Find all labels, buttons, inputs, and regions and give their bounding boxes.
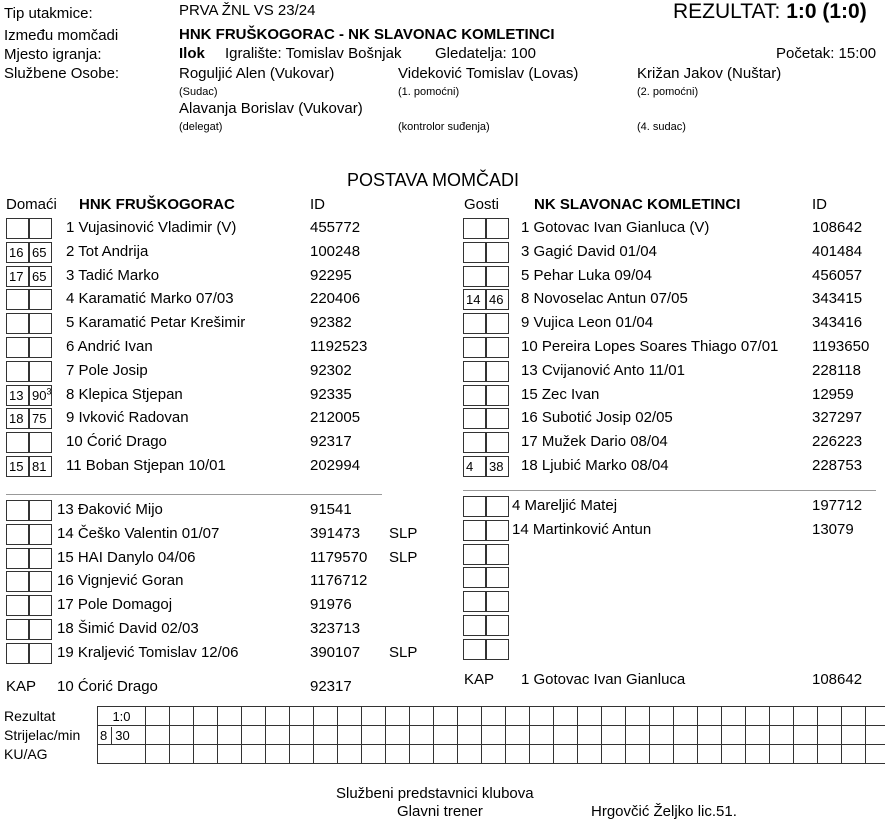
away-starter-player: 15 Zec Ivan <box>521 385 600 403</box>
scorer-cell <box>266 726 290 745</box>
match-type-value: PRVA ŽNL VS 23/24 <box>179 2 316 19</box>
scorer-cell <box>626 726 650 745</box>
score-cell <box>146 707 170 726</box>
home-team-name: HNK FRUŠKOGORAC <box>79 196 235 213</box>
scorer-cell <box>98 726 146 745</box>
home-starter-box2-value: 90 <box>32 387 47 403</box>
official-controller-role: (kontrolor suđenja) <box>398 121 490 133</box>
scorer-number: 8 <box>100 727 108 743</box>
away-starter-id: 456057 <box>812 266 863 284</box>
score-cell <box>602 707 626 726</box>
away-sub-box1 <box>463 591 486 612</box>
away-starter-player: 10 Pereira Lopes Soares Thiago 07/01 <box>521 338 779 355</box>
official-assistant1-role: (1. pomoćni) <box>398 86 460 98</box>
kuag-cell <box>578 745 602 764</box>
away-starter-box1 <box>463 266 486 287</box>
home-starter-player: 6 Andrić Ivan <box>66 338 153 355</box>
score-cell <box>386 707 410 726</box>
home-sub-box2 <box>29 595 52 616</box>
home-starter-id: 100248 <box>310 242 361 260</box>
away-captain-id: 108642 <box>812 671 863 688</box>
home-starter-box1: 18 <box>6 408 29 429</box>
score-cell <box>722 707 746 726</box>
kuag-cell <box>362 745 386 764</box>
match-type-label: Tip utakmice: <box>4 5 93 22</box>
kuag-cell <box>266 745 290 764</box>
score-cell <box>818 707 842 726</box>
home-starter-box2 <box>29 313 52 334</box>
home-starter-player: 5 Karamatić Petar Krešimir <box>66 314 246 332</box>
teams-label: Između momčadi <box>4 27 119 44</box>
scoring-grid <box>97 706 885 764</box>
away-sub-box1 <box>463 544 486 565</box>
kuag-cell <box>482 745 506 764</box>
home-label: Domaći <box>6 196 57 213</box>
official-fourth-role: (4. sudac) <box>637 121 686 133</box>
official-assistant1-name: Videković Tomislav (Lovas) <box>398 65 579 82</box>
kuag-cell <box>770 745 794 764</box>
home-captain-label: KAP <box>6 678 37 695</box>
head-coach-name: Hrgovčić Željko lic.51. <box>591 803 737 820</box>
away-starter-id: 228118 <box>812 361 861 379</box>
score-cell <box>266 707 290 726</box>
kickoff-time: Početak: 15:00 <box>776 45 877 62</box>
home-sub-note: SLP <box>389 548 418 566</box>
result-label: REZULTAT: <box>673 0 781 23</box>
official-referee-name: Roguljić Alen (Vukovar) <box>179 65 335 82</box>
home-sub-id: 323713 <box>310 620 361 637</box>
kuag-cell <box>602 745 626 764</box>
score-cell <box>314 707 338 726</box>
home-starter-box2-value: 65 <box>32 268 47 284</box>
home-sub-id: 1179570 <box>310 548 368 566</box>
home-starter-id: 202994 <box>310 457 361 474</box>
away-starter-player: 16 Subotić Josip 02/05 <box>521 409 673 427</box>
home-starter-box1: 16 <box>6 242 29 263</box>
away-sub-box2 <box>486 639 509 660</box>
scorer-cell <box>410 726 434 745</box>
away-captain-player: 1 Gotovac Ivan Gianluca <box>521 671 686 688</box>
scorer-cell <box>338 726 362 745</box>
home-starter-box1 <box>6 432 29 453</box>
score-cell <box>578 707 602 726</box>
home-subs-divider <box>6 494 382 495</box>
away-starter-box2 <box>486 432 509 453</box>
away-starter-player: 18 Ljubić Marko 08/04 <box>521 457 669 474</box>
home-sub-player: 17 Pole Domagoj <box>57 596 173 614</box>
match-teams: HNK FRUŠKOGORAC - NK SLAVONAC KOMLETINCI <box>179 26 555 43</box>
home-starter-player: 3 Tadić Marko <box>66 266 160 284</box>
home-starter-box1 <box>6 361 29 382</box>
away-starter-id: 343416 <box>812 314 863 332</box>
score-cell <box>242 707 266 726</box>
scorer-divider <box>111 727 112 744</box>
home-starter-box2-value: 65 <box>32 244 47 260</box>
stadium: Igralište: Tomislav Bošnjak <box>225 45 402 62</box>
score-cell <box>530 707 554 726</box>
away-starter-box2 <box>486 218 509 239</box>
home-captain-player: 10 Ćorić Drago <box>57 678 158 695</box>
score-cell: 1:0 <box>98 707 146 726</box>
scorer-cell <box>242 726 266 745</box>
official-assistant2-role: (2. pomoćni) <box>637 86 699 98</box>
home-sub-id: 91541 <box>310 501 352 518</box>
scorer-cell <box>674 726 698 745</box>
score-row <box>98 707 885 726</box>
home-sub-box1 <box>6 500 29 521</box>
home-starter-id: 1192523 <box>310 338 368 355</box>
scorer-row <box>98 726 885 745</box>
score-cell <box>506 707 530 726</box>
kuag-cell <box>218 745 242 764</box>
scorer-cell <box>218 726 242 745</box>
home-id-header: ID <box>310 196 325 213</box>
officials-label: Službene Osobe: <box>4 65 120 82</box>
away-id-header: ID <box>812 196 827 213</box>
home-starter-player: 1 Vujasinović Vladimir (V) <box>66 219 237 236</box>
scorer-cell <box>506 726 530 745</box>
away-starter-player: 13 Cvijanović Anto 11/01 <box>521 361 685 379</box>
home-starter-box1: 13 <box>6 385 29 406</box>
away-starter-box2 <box>486 337 509 358</box>
score-cell <box>194 707 218 726</box>
scorer-cell <box>530 726 554 745</box>
home-sub-box1 <box>6 548 29 569</box>
scorer-cell <box>650 726 674 745</box>
away-starter-box1 <box>463 361 486 382</box>
away-sub-box2 <box>486 615 509 636</box>
away-sub-box2 <box>486 591 509 612</box>
score-cell <box>746 707 770 726</box>
home-starter-box2 <box>29 266 52 287</box>
away-sub-id: 13079 <box>812 520 854 538</box>
home-sub-box1 <box>6 643 29 664</box>
away-sub-box1 <box>463 567 486 588</box>
away-starter-id: 343415 <box>812 290 863 308</box>
home-starter-id: 92302 <box>310 361 352 379</box>
official-delegate-role: (delegat) <box>179 121 223 133</box>
scorer-cell <box>554 726 578 745</box>
home-sub-note: SLP <box>389 643 418 661</box>
away-starter-player: 5 Pehar Luka 09/04 <box>521 266 652 284</box>
score-cell <box>290 707 314 726</box>
home-starter-box2 <box>29 361 52 382</box>
kuag-cell <box>866 745 885 764</box>
kuag-cell <box>410 745 434 764</box>
score-cell <box>458 707 482 726</box>
kuag-cell <box>146 745 170 764</box>
away-starter-id: 226223 <box>812 433 863 451</box>
away-starter-box1 <box>463 218 486 239</box>
away-starter-box1 <box>463 242 486 263</box>
away-starter-player: 1 Gotovac Ivan Gianluca (V) <box>521 219 710 236</box>
kuag-cell <box>530 745 554 764</box>
home-starter-box1 <box>6 313 29 334</box>
away-sub-player: 4 Marelјić Matej <box>512 497 618 514</box>
home-starter-player: 10 Ćorić Drago <box>66 433 167 451</box>
kuag-row <box>98 745 885 764</box>
score-row-label: Rezultat <box>4 708 56 724</box>
away-sub-player: 14 Martinković Antun <box>512 520 652 538</box>
away-starter-box1 <box>463 385 486 406</box>
kuag-row-label: KU/AG <box>4 746 48 762</box>
home-starter-id: 92295 <box>310 266 352 284</box>
score-cell <box>170 707 194 726</box>
kuag-cell <box>842 745 866 764</box>
club-representatives: Službeni predstavnici klubova <box>336 785 534 802</box>
home-sub-box2 <box>29 524 52 545</box>
home-starter-box2 <box>29 242 52 263</box>
home-sub-player: 13 Đaković Mijo <box>57 501 163 518</box>
home-captain-id: 92317 <box>310 678 352 695</box>
home-sub-id: 91976 <box>310 596 352 614</box>
away-starter-player: 17 Mužek Dario 08/04 <box>521 433 668 451</box>
kuag-cell <box>242 745 266 764</box>
away-starter-player: 9 Vujica Leon 01/04 <box>521 314 654 332</box>
home-starter-id: 455772 <box>310 219 361 236</box>
away-starter-player: 3 Gagić David 01/04 <box>521 242 657 260</box>
home-starter-box1: 17 <box>6 266 29 287</box>
kuag-cell <box>386 745 410 764</box>
kuag-cell <box>626 745 650 764</box>
scorer-cell <box>170 726 194 745</box>
kuag-cell <box>818 745 842 764</box>
score-cell <box>794 707 818 726</box>
away-starter-box2 <box>486 361 509 382</box>
kuag-cell <box>314 745 338 764</box>
away-starter-box2-value: 38 <box>489 459 504 474</box>
away-starter-box2 <box>486 266 509 287</box>
away-sub-box1 <box>463 496 486 517</box>
kuag-cell <box>290 745 314 764</box>
kuag-cell <box>170 745 194 764</box>
scorer-cell <box>746 726 770 745</box>
away-subs-divider <box>463 490 876 491</box>
scorer-cell <box>386 726 410 745</box>
away-starter-box1 <box>463 337 486 358</box>
away-starter-player: 8 Novoselac Antun 07/05 <box>521 290 688 308</box>
away-sub-box2 <box>486 496 509 517</box>
home-sub-player: 16 Vignjević Goran <box>57 572 184 590</box>
home-sub-box2 <box>29 643 52 664</box>
home-sub-box2 <box>29 571 52 592</box>
away-starter-box2 <box>486 289 509 310</box>
home-starter-box1 <box>6 337 29 358</box>
kuag-cell <box>434 745 458 764</box>
home-sub-id: 390107 <box>310 643 361 661</box>
score-cell <box>866 707 885 726</box>
score-cell <box>410 707 434 726</box>
scorer-cell <box>146 726 170 745</box>
home-starter-id: 220406 <box>310 290 361 308</box>
away-starter-box1 <box>463 432 486 453</box>
kuag-cell <box>698 745 722 764</box>
kuag-cell <box>722 745 746 764</box>
result-header <box>673 0 867 24</box>
away-sub-box2 <box>486 567 509 588</box>
kuag-cell <box>674 745 698 764</box>
kuag-cell <box>746 745 770 764</box>
home-starter-player: 11 Boban Stjepan 10/01 <box>66 457 226 474</box>
away-starter-box1: 4 <box>463 456 486 477</box>
home-starter-id: 92335 <box>310 385 352 403</box>
home-sub-box1 <box>6 524 29 545</box>
away-starter-id: 1193650 <box>812 338 870 355</box>
score-cell <box>218 707 242 726</box>
scorer-cell <box>434 726 458 745</box>
home-sub-box2 <box>29 500 52 521</box>
home-starter-id: 92317 <box>310 433 352 451</box>
home-starter-player: 8 Klepica Stjepan <box>66 385 183 403</box>
home-starter-box2 <box>29 218 52 239</box>
home-sub-note: SLP <box>389 524 418 542</box>
score-cell <box>554 707 578 726</box>
kuag-cell <box>338 745 362 764</box>
scorer-cell <box>290 726 314 745</box>
away-sub-box2 <box>486 544 509 565</box>
kuag-cell <box>506 745 530 764</box>
score-cell <box>674 707 698 726</box>
scorer-row-label: Strijelac/min <box>4 727 81 743</box>
home-starter-box1 <box>6 218 29 239</box>
away-sub-box1 <box>463 615 486 636</box>
away-starter-box1 <box>463 313 486 334</box>
kuag-cell <box>194 745 218 764</box>
scorer-cell <box>482 726 506 745</box>
away-starter-id: 327297 <box>812 409 863 427</box>
scorer-cell <box>866 726 885 745</box>
away-starter-box2 <box>486 408 509 429</box>
home-sub-player: 15 HAI Danylo 04/06 <box>57 548 196 566</box>
home-sub-player: 14 Češko Valentin 01/07 <box>57 524 220 542</box>
score-cell <box>482 707 506 726</box>
away-sub-box1 <box>463 520 486 541</box>
away-starter-id: 108642 <box>812 219 863 236</box>
scorer-cell <box>458 726 482 745</box>
home-sub-box1 <box>6 571 29 592</box>
home-starter-player: 4 Karamatić Marko 07/03 <box>66 290 234 308</box>
away-team-name: NK SLAVONAC KOMLETINCI <box>534 196 741 213</box>
attendance: Gledatelja: 100 <box>435 45 536 62</box>
home-starter-box2 <box>29 456 52 477</box>
scorer-cell <box>722 726 746 745</box>
scorer-cell <box>602 726 626 745</box>
kuag-cell <box>554 745 578 764</box>
away-starter-id: 401484 <box>812 242 863 260</box>
home-sub-id: 1176712 <box>310 572 368 590</box>
score-cell <box>698 707 722 726</box>
score-cell <box>362 707 386 726</box>
home-starter-player: 9 Ivković Radovan <box>66 409 189 427</box>
away-sub-box2 <box>486 520 509 541</box>
scorer-cell <box>698 726 722 745</box>
kuag-cell <box>794 745 818 764</box>
away-starter-box1: 14 <box>463 289 486 310</box>
away-sub-id: 197712 <box>812 497 863 514</box>
home-sub-box1 <box>6 619 29 640</box>
away-starter-box2 <box>486 456 509 477</box>
away-starter-box2 <box>486 242 509 263</box>
scorer-cell <box>770 726 794 745</box>
result-value: 1:0 (1:0) <box>786 0 867 23</box>
away-starter-box1 <box>463 408 486 429</box>
home-starter-player: 2 Tot Andrija <box>66 242 149 260</box>
home-sub-player: 18 Šimić David 02/03 <box>57 620 199 637</box>
scorer-cell <box>362 726 386 745</box>
away-starter-box2 <box>486 385 509 406</box>
home-sub-player: 19 Kraljević Tomislav 12/06 <box>57 643 239 661</box>
scorer-cell <box>314 726 338 745</box>
official-assistant2-name: Križan Jakov (Nuštar) <box>637 65 782 82</box>
score-cell <box>770 707 794 726</box>
scorer-minute: 30 <box>115 727 130 743</box>
home-starter-player: 7 Pole Josip <box>66 361 148 379</box>
home-starter-box2-value: 75 <box>32 411 47 427</box>
scorer-cell <box>578 726 602 745</box>
home-starter-box2 <box>29 289 52 310</box>
away-starter-id: 228753 <box>812 457 863 474</box>
home-starter-box2 <box>29 408 52 429</box>
away-label: Gosti <box>464 196 500 213</box>
home-starter-box2 <box>29 385 52 406</box>
away-captain-label: KAP <box>464 671 495 688</box>
kuag-cell <box>650 745 674 764</box>
away-starter-id: 12959 <box>812 385 854 403</box>
official-referee-role: (Sudac) <box>179 86 218 98</box>
home-sub-id: 391473 <box>310 524 361 542</box>
home-starter-id: 92382 <box>310 314 352 332</box>
score-cell <box>650 707 674 726</box>
score-cell <box>338 707 362 726</box>
kuag-cell <box>98 745 146 764</box>
venue-label: Mjesto igranja: <box>4 46 102 63</box>
scorer-cell <box>818 726 842 745</box>
lineup-title: POSTAVA MOMČADI <box>347 170 520 190</box>
venue-value: Ilok <box>179 45 205 62</box>
away-starter-box2-value: 46 <box>489 292 504 308</box>
score-cell <box>434 707 458 726</box>
home-sub-box2 <box>29 548 52 569</box>
kuag-cell <box>458 745 482 764</box>
head-coach-label: Glavni trener <box>397 803 483 820</box>
scorer-cell <box>794 726 818 745</box>
away-starter-box2 <box>486 313 509 334</box>
home-starter-box2 <box>29 337 52 358</box>
home-sub-box2 <box>29 619 52 640</box>
score-cell <box>626 707 650 726</box>
official-delegate-name: Alavanja Borislav (Vukovar) <box>179 100 363 117</box>
home-sub-box1 <box>6 595 29 616</box>
away-sub-box1 <box>463 639 486 660</box>
score-cell <box>842 707 866 726</box>
home-starter-box2-sup: 3 <box>46 386 52 397</box>
scorer-cell <box>194 726 218 745</box>
home-starter-id: 212005 <box>310 409 361 427</box>
home-starter-box2-value: 81 <box>32 459 47 474</box>
home-starter-box2 <box>29 432 52 453</box>
home-starter-box1: 15 <box>6 456 29 477</box>
home-starter-box1 <box>6 289 29 310</box>
scorer-cell <box>842 726 866 745</box>
